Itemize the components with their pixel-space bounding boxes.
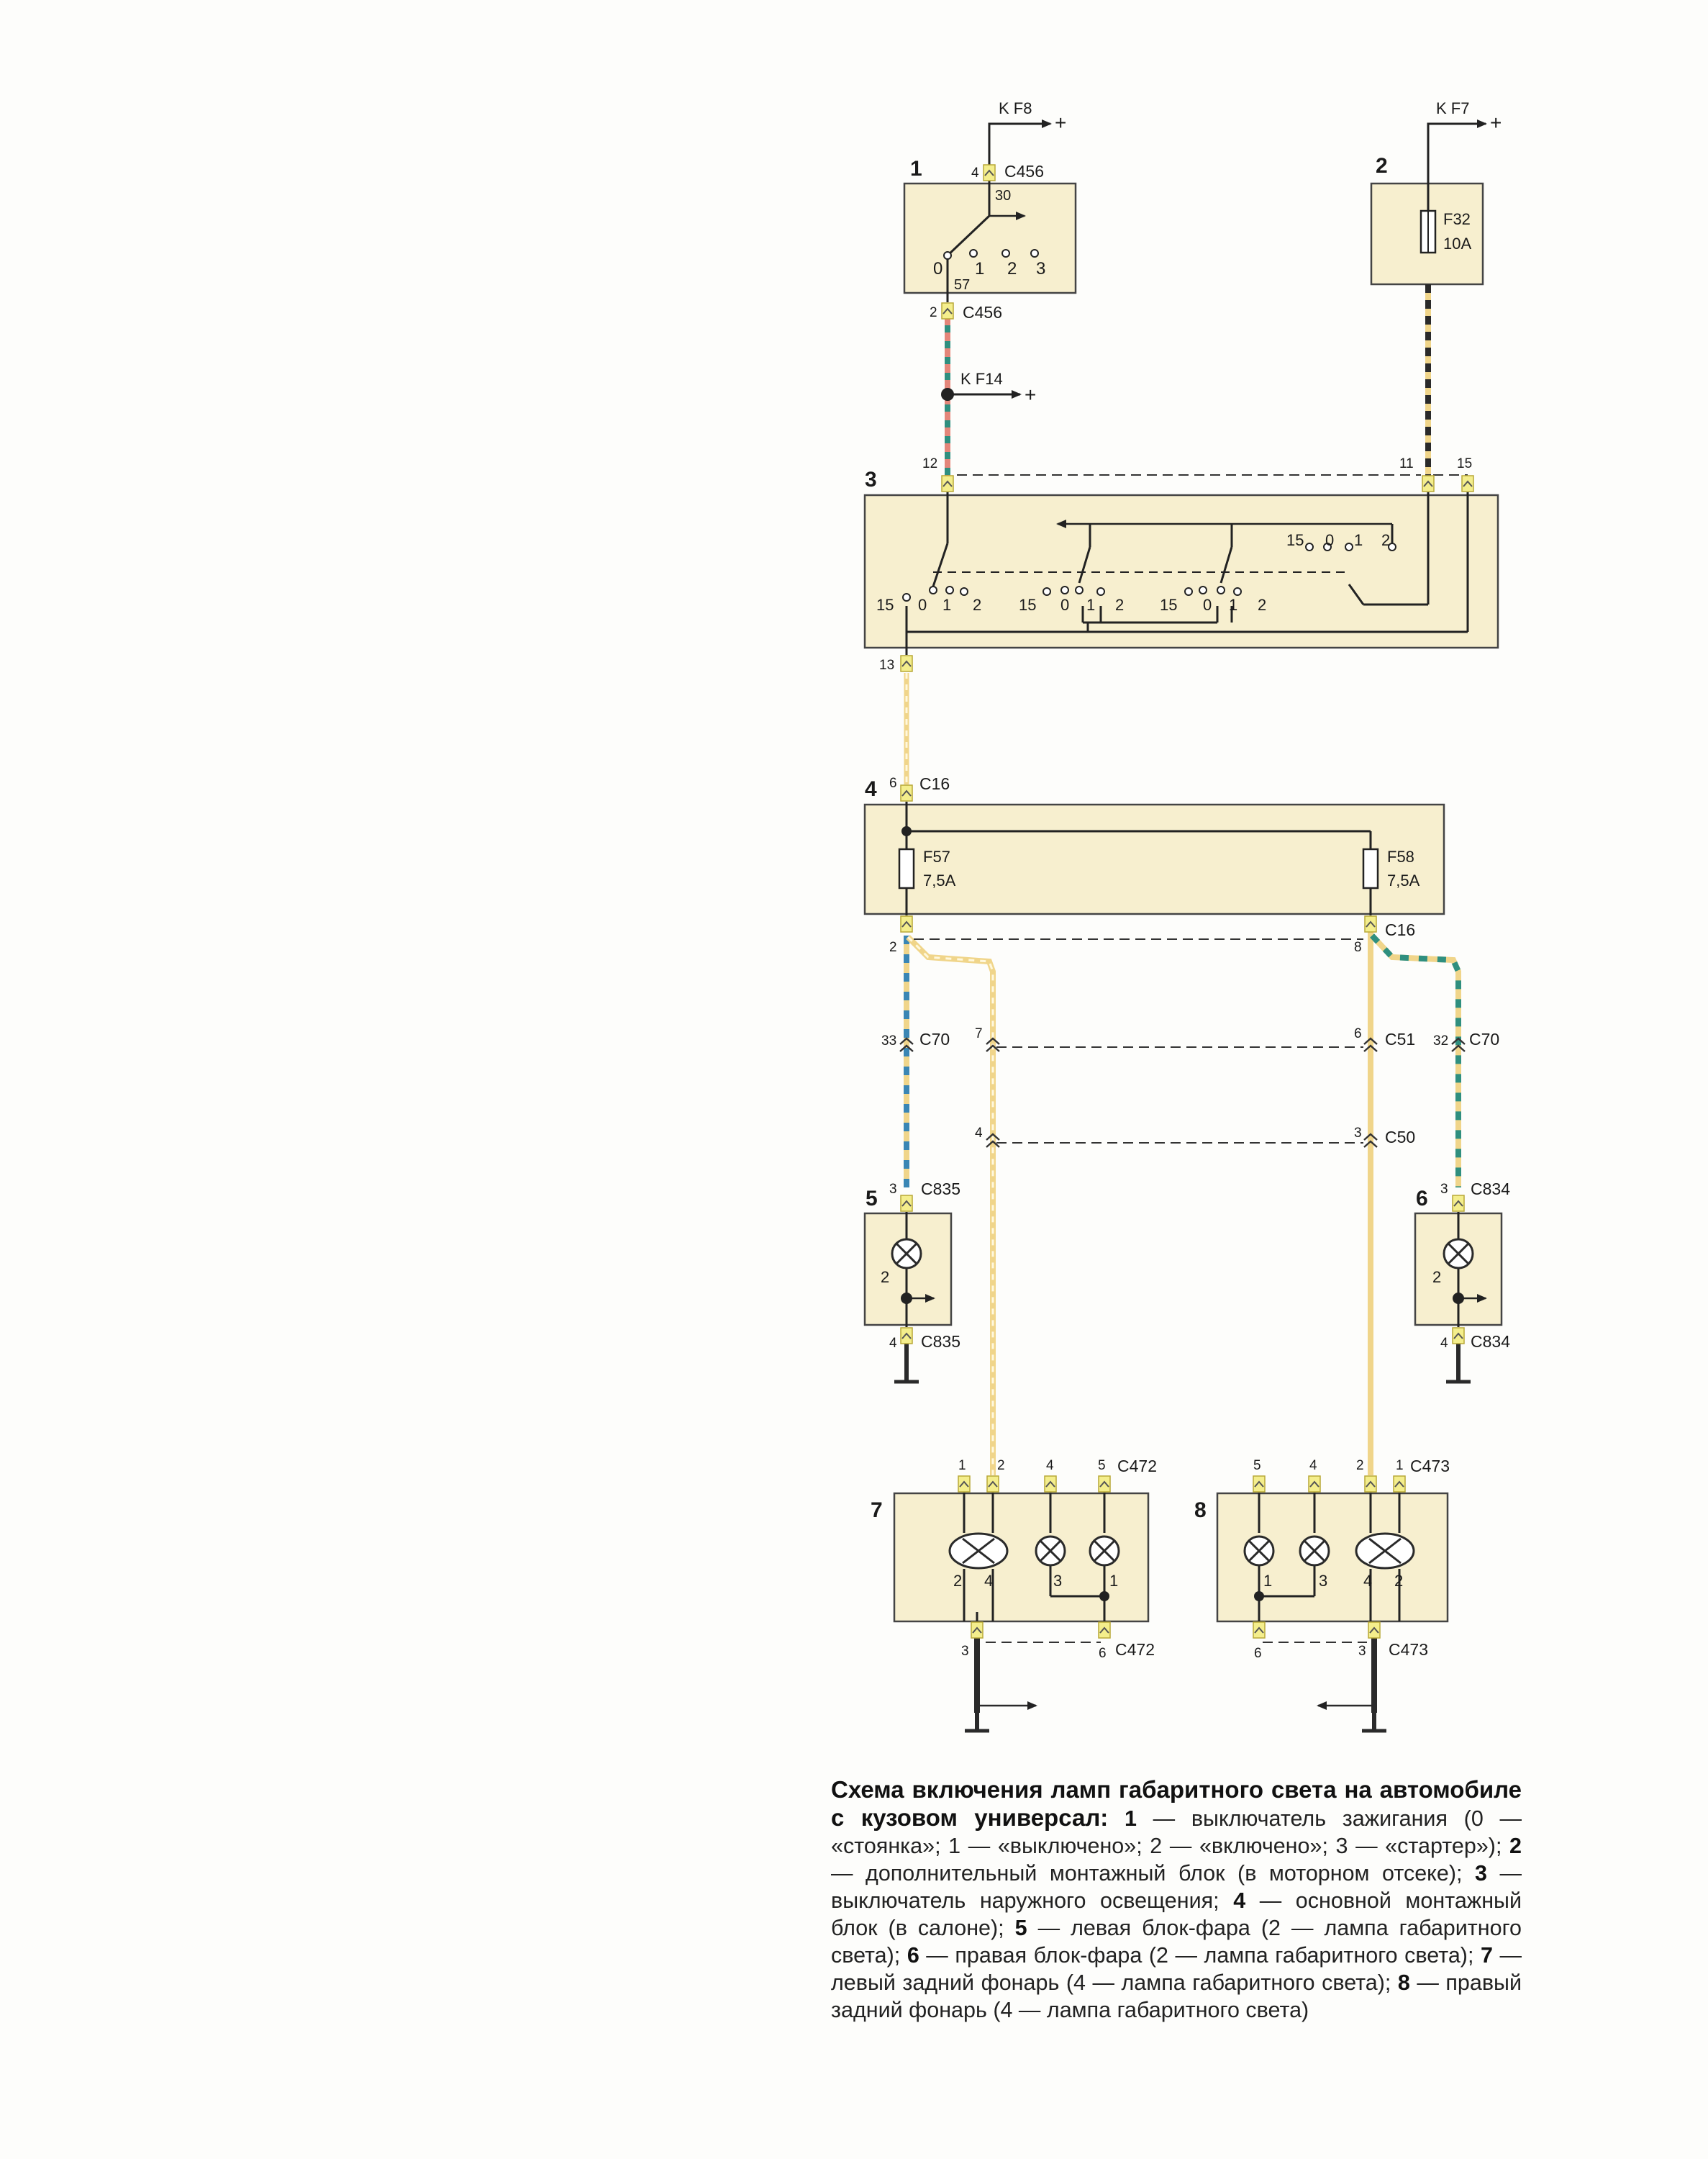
c70-left-label: C70 [919,1030,950,1049]
svg-text:2: 2 [1381,531,1391,549]
kf14-plus: + [1025,384,1037,406]
svg-text:3: 3 [961,1644,969,1659]
diagram-caption [831,1776,1522,2024]
b7-lamp-1 [1090,1536,1119,1565]
block-7-number: 7 [871,1498,883,1522]
b1-pin-top: 4 [971,166,979,181]
c50-pin-right: 3 [1354,1126,1362,1141]
svg-text:1: 1 [1086,596,1096,614]
block-1-number: 1 [910,157,922,181]
term-57: 57 [954,277,971,293]
b8-conn-top: C473 [1410,1457,1450,1475]
b7-conn-top: C472 [1117,1457,1157,1475]
caption-item-8-num: 8 [1397,1970,1410,1995]
svg-text:1: 1 [942,596,952,614]
b6-conn-top: C834 [1471,1180,1510,1198]
svg-text:15: 15 [1019,596,1037,614]
b4-pin-in: 6 [889,776,897,791]
svg-text:F58: F58 [1387,848,1414,866]
wire-yellow-left-tail [908,937,993,1475]
caption-item-7-text: — левый задний фонарь (4 — лампа габаритного света); [831,1943,1522,1995]
b8-lamp-1 [1245,1536,1273,1565]
b6-pin-bottom: 4 [1440,1336,1448,1351]
b8-lamp-double [1356,1534,1414,1568]
b8-lamp-3 [1300,1536,1329,1565]
c51-pin-left: 7 [975,1026,983,1041]
svg-text:7,5A: 7,5A [1387,872,1420,890]
svg-text:0: 0 [918,596,927,614]
svg-text:2: 2 [973,596,982,614]
kf14-label: K F14 [960,370,1003,388]
c50-pin-left: 4 [975,1126,983,1141]
b5-pin-top: 3 [889,1182,897,1197]
svg-text:2: 2 [1258,596,1267,614]
svg-text:2: 2 [997,1458,1005,1473]
b3-pin-15: 15 [1457,456,1473,471]
svg-text:3: 3 [1053,1572,1063,1590]
svg-text:0: 0 [1325,531,1335,549]
c51-pin-right: 6 [1354,1026,1362,1041]
svg-text:15: 15 [1286,531,1304,549]
svg-text:5: 5 [1253,1458,1261,1473]
b7-lamp-3 [1036,1536,1065,1565]
block-3-number: 3 [865,468,877,492]
b4-pin-out-right: 8 [1354,940,1362,955]
caption-item-3-num: 3 [1474,1861,1487,1886]
caption-item-1-text: — выключатель зажигания (0 — «стоянка»; 1 — «выключено»; 2 — «включено»; 3 — «стартер»); [831,1806,1522,1858]
b4-pin-out-left: 2 [889,940,897,955]
svg-text:2: 2 [1394,1572,1404,1590]
b4-conn-top: C16 [919,774,950,793]
inline-connectors [900,1038,1465,1147]
b3-pin-11: 11 [1399,456,1414,471]
c70-pin-left: 33 [881,1033,897,1049]
b4-conn-bottom: C16 [1385,920,1416,939]
svg-text:2: 2 [881,1268,890,1286]
pos-0: 0 [933,259,943,279]
b6-pin-top: 3 [1440,1182,1448,1197]
svg-text:4: 4 [984,1572,994,1590]
svg-text:2: 2 [1356,1458,1364,1473]
f32-rating: 10A [1443,235,1472,253]
caption-item-4-num: 4 [1233,1888,1246,1913]
svg-text:1: 1 [1229,596,1238,614]
svg-text:0: 0 [1203,596,1212,614]
kf7-plus: + [1490,112,1502,134]
b7-lamp-double [950,1534,1007,1568]
svg-text:2: 2 [1115,596,1125,614]
block-5-left-headlamp [865,1213,951,1325]
b5-pin-bottom: 4 [889,1336,897,1351]
caption-item-5-text: — левая блок-фара (2 — лампа габаритного света); [831,1916,1522,1968]
c51-label: C51 [1385,1030,1416,1049]
caption-item-1-num: 1 [1124,1806,1137,1831]
b4-junction [901,826,912,836]
c70-right-label: C70 [1469,1030,1500,1049]
b7-conn-bottom: C472 [1115,1640,1155,1659]
b3-pin-13: 13 [879,658,895,673]
svg-text:3: 3 [1358,1644,1366,1659]
svg-text:1: 1 [958,1458,966,1473]
svg-text:5: 5 [1098,1458,1106,1473]
term-30: 30 [995,188,1012,204]
c70-pin-right: 32 [1433,1033,1449,1049]
svg-text:F57: F57 [923,848,950,866]
svg-text:1: 1 [1109,1572,1119,1590]
caption-item-8-text: — правый задний фонарь (4 — лампа габаритного света) [831,1970,1522,2022]
caption-item-2-num: 2 [1509,1834,1522,1858]
caption-item-5-num: 5 [1014,1916,1027,1940]
caption-item-6-text: — правая блок-фара (2 — лампа габаритного света); [919,1943,1481,1968]
svg-text:3: 3 [1319,1572,1328,1590]
kf7-label: K F7 [1436,99,1470,117]
svg-text:15: 15 [1160,596,1178,614]
b1-conn-top: C456 [1004,162,1044,181]
caption-title: Схема включения ламп габаритного света на автомобиле с кузовом универсал: [831,1776,1522,1831]
svg-text:1: 1 [1263,1572,1273,1590]
block-6-number: 6 [1416,1187,1428,1210]
c50-label: C50 [1385,1128,1416,1146]
svg-text:1: 1 [1396,1458,1404,1473]
block-8-number: 8 [1194,1498,1207,1522]
block-2-number: 2 [1376,154,1388,178]
caption-item-4-text: — основной монтажный блок (в салоне); [831,1888,1522,1940]
svg-text:4: 4 [1309,1458,1317,1473]
b5-conn-bottom: C835 [921,1332,960,1351]
caption-item-2-text: — дополнительный монтажный блок (в моторном отсеке); [831,1861,1475,1886]
b8-conn-bottom: C473 [1389,1640,1428,1659]
block-4-main-fuse-box [865,805,1444,914]
svg-text:6: 6 [1254,1646,1262,1661]
pos-3: 3 [1036,259,1046,279]
b3-pin-12: 12 [922,456,938,471]
b1-pin-bottom: 2 [930,305,937,320]
wire-green-yellow-right [1372,936,1458,1187]
f32-label: F32 [1443,210,1471,228]
pos-1: 1 [975,259,985,279]
block-5-number: 5 [866,1187,878,1210]
svg-text:2: 2 [1432,1268,1442,1286]
svg-text:4: 4 [1046,1458,1054,1473]
b1-conn-bottom: C456 [963,303,1002,322]
svg-text:6: 6 [1099,1646,1107,1661]
svg-text:7,5A: 7,5A [923,872,956,890]
supply-kf14 [941,370,1036,406]
caption-item-6-num: 6 [907,1943,919,1968]
svg-text:4: 4 [1363,1572,1373,1590]
caption-item-7-num: 7 [1480,1943,1493,1968]
svg-text:15: 15 [876,596,894,614]
pos-2: 2 [1007,259,1017,279]
svg-text:0: 0 [1060,596,1070,614]
caption-item-3-text: — выключатель наружного освещения; [831,1861,1522,1913]
svg-text:1: 1 [1354,531,1363,549]
b5-conn-top: C835 [921,1180,960,1198]
kf8-label: K F8 [999,99,1032,117]
kf8-plus: + [1055,112,1067,134]
b6-conn-bottom: C834 [1471,1332,1510,1351]
block-4-number: 4 [865,777,877,801]
svg-text:2: 2 [953,1572,963,1590]
